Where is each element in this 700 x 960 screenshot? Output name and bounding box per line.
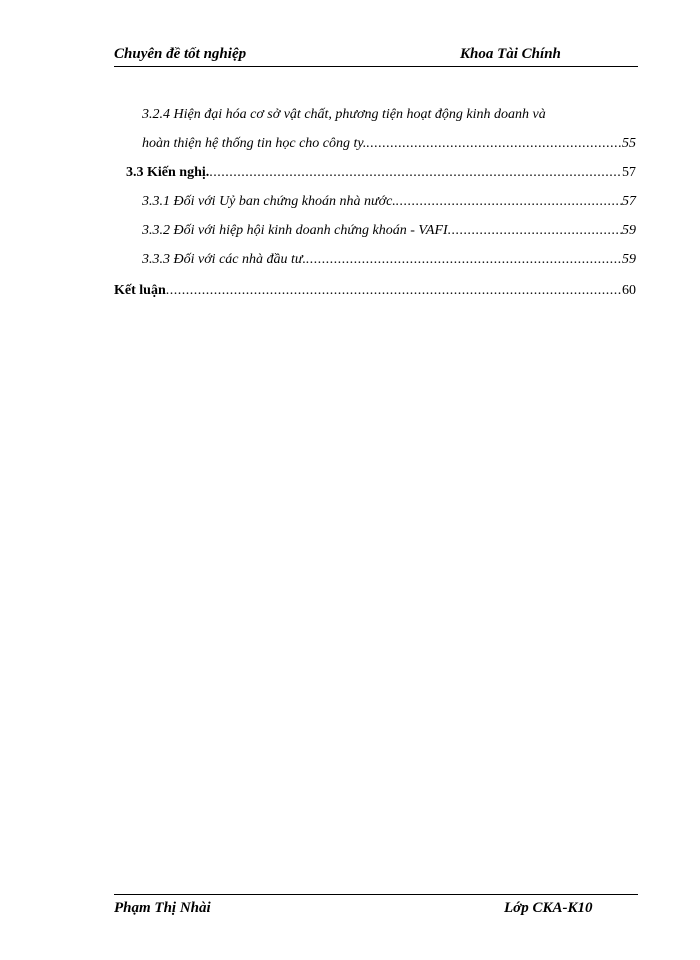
toc-leader-dots <box>209 164 622 182</box>
toc-entry-3-3-3[interactable] <box>142 251 636 269</box>
page-header <box>114 44 638 67</box>
toc-entry-text: 3.2.4 Hiện đại hóa cơ sở vật chất, phương tiện hoạt động kinh doanh và <box>142 107 546 122</box>
toc-leader-dots <box>448 222 622 240</box>
footer-class: Lớp CKA-K10 <box>504 900 593 916</box>
toc-entry-ket-luan[interactable] <box>114 282 636 300</box>
toc-leader-dots <box>306 251 622 269</box>
toc-entry-text: hoàn thiện hệ thống tin học cho công ty. <box>142 136 367 151</box>
header-faculty: Khoa Tài Chính <box>460 46 561 62</box>
toc-leader-dots <box>166 282 622 300</box>
toc-entry-text: 3.3.2 Đối với hiệp hội kinh doanh chứng khoán - VAFI <box>142 223 448 238</box>
header-document-title: Chuyên đề tốt nghiệp <box>114 46 247 62</box>
toc-leader-dots <box>396 193 622 211</box>
toc-page-number: 59 <box>622 252 636 267</box>
toc-page-number: 57 <box>622 165 636 180</box>
toc-entry-3-3[interactable] <box>126 164 636 182</box>
toc-entry-3-3-2[interactable] <box>142 222 636 240</box>
toc-entry-text: 3.3.3 Đối với các nhà đầu tư. <box>142 252 307 267</box>
page-footer <box>114 894 638 921</box>
toc-page-number: 55 <box>622 136 636 151</box>
toc-page-number: 59 <box>622 223 636 238</box>
toc-entry-text: Kết luận <box>114 283 166 298</box>
toc-entry-text: 3.3.1 Đối với Uỷ ban chứng khoán nhà nước. <box>142 194 396 209</box>
toc-entry-3-2-4-line2[interactable] <box>142 135 636 153</box>
toc-page-number: 57 <box>622 194 636 209</box>
toc-entry-text: 3.3 Kiến nghị. <box>126 165 210 180</box>
footer-author: Phạm Thị Nhài <box>114 900 211 916</box>
toc-page-number: 60 <box>622 283 636 298</box>
toc-leader-dots <box>366 135 622 153</box>
toc-entry-3-3-1[interactable] <box>142 193 636 211</box>
toc-entry-3-2-4-line1 <box>142 106 632 124</box>
